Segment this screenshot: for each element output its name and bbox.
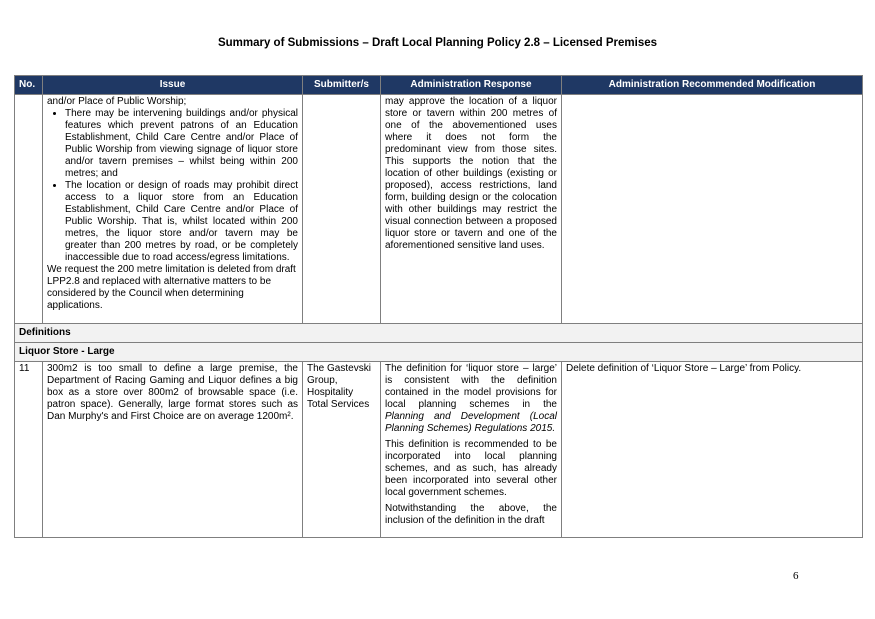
header-issue: Issue xyxy=(43,76,303,95)
cell-no xyxy=(15,95,43,324)
regulation-citation: Planning and Development (Local Planning Schemes) Regulations 2015. xyxy=(385,411,557,434)
page-number: 6 xyxy=(793,570,799,582)
response-text: The definition for ‘liquor store – large’ is consistent with the definition contained in the model provisions for local planning schemes in the xyxy=(385,363,557,410)
cell-issue: 300m2 is too small to define a large premise, the Department of Racing Gaming and Liquor defines a big box as a store over 800m2 of browsable space (i.e. patron space). Generally, large format stores such as Dan Murphy's and First Choice are on average 1200m². xyxy=(43,362,303,538)
list-item: • There may be intervening buildings and/or physical features which prevent patrons of an Education Establishment, Child Care Centre and/or Place of Public Worship from viewing signage of liquor store and/or tavern premises – whilst being within 200 metres; and xyxy=(65,108,298,180)
section-heading: Liquor Store - Large xyxy=(15,343,863,362)
section-row-definitions xyxy=(15,324,863,343)
issue-bullets xyxy=(47,108,298,264)
cell-response: may approve the location of a liquor store or tavern within 200 metres of one of the abovementioned uses where it does not form the predominant view from those sites. This supports the notion that the location of other buildings (existing or proposed), access restrictions, land form, building design or the colocation with other buildings may restrict the visual connection between a proposed liquor store or tavern and one of the aforementioned sensitive land uses. xyxy=(381,95,562,324)
header-submitter: Submitter/s xyxy=(303,76,381,95)
header-response: Administration Response xyxy=(381,76,562,95)
submissions-table xyxy=(14,75,863,538)
issue-lead: and/or Place of Public Worship; xyxy=(47,96,187,107)
section-row-liquor-store-large xyxy=(15,343,863,362)
cell-no: 11 xyxy=(15,362,43,538)
response-paragraph xyxy=(385,363,557,435)
cell-issue xyxy=(43,95,303,324)
response-paragraph: Notwithstanding the above, the inclusion of the definition in the draft xyxy=(385,503,557,526)
cell-modification: Delete definition of ‘Liquor Store – Large’ from Policy. xyxy=(562,362,863,538)
cell-submitter xyxy=(303,95,381,324)
page-title: Summary of Submissions – Draft Local Planning Policy 2.8 – Licensed Premises xyxy=(217,37,658,49)
table-row xyxy=(15,362,863,538)
list-item: • The location or design of roads may prohibit direct access to a liquor store from an Education Establishment, Child Care Centre and/or Place of Public Worship. That is, whilst located within 200 metres, the liquor store and/or tavern may be greater than 200 metres by road, or be completely inaccessible due to road access/egress limitations. xyxy=(65,180,298,264)
header-modification: Administration Recommended Modification xyxy=(562,76,863,95)
cell-response xyxy=(381,362,562,538)
issue-tail: We request the 200 metre limitation is deleted from draft LPP2.8 and replaced with alternative matters to be considered by the Council when determining applications. xyxy=(47,264,296,311)
cell-modification xyxy=(562,95,863,324)
response-paragraph: This definition is recommended to be incorporated into local planning schemes, and as such, has already been incorporated into several other local government schemes. xyxy=(385,439,557,498)
header-no: No. xyxy=(15,76,43,95)
section-heading: Definitions xyxy=(15,324,863,343)
table-header-row xyxy=(15,76,863,95)
cell-submitter: The Gastevski Group, Hospitality Total Services xyxy=(303,362,381,538)
table-row xyxy=(15,95,863,324)
